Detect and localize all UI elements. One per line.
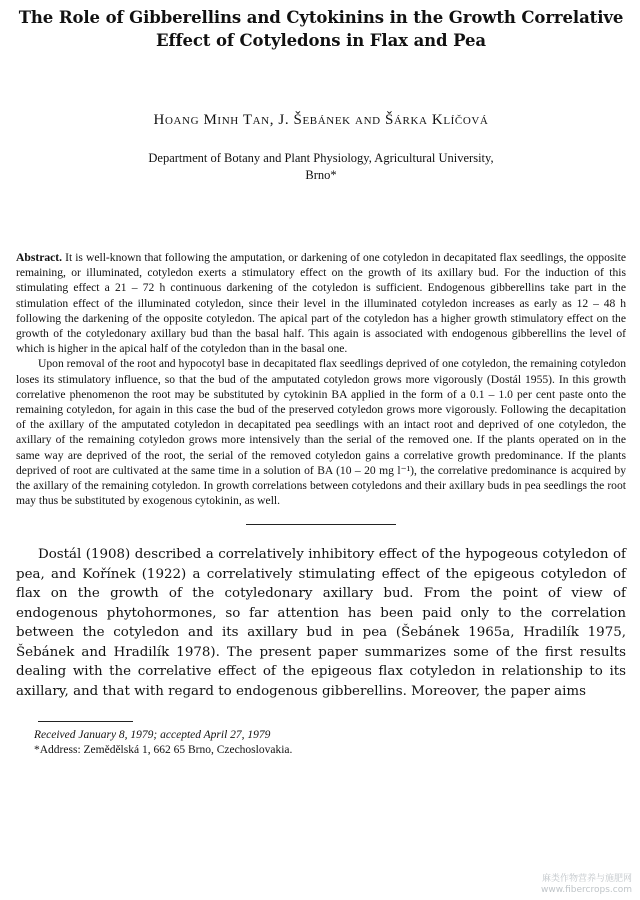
abstract-paragraph-2: Upon removal of the root and hypocotyl base in decapitated flax seedlings deprived of one cotyledon, the remaining cotyledon loses its stimulatory influence, so that the bud of the amputated cotyledon grows more vigorously (Dostál 1955). In this growth correlative phenomenon the root may be substituted by cytokinin BA applied in the form of a 0.1 – 1.0 per cent paste onto the remaining cotyledon, for again in this case the bud of the preserved cotyledon grows more vigorously. Following the decapitation of the axillary of the amputated cotyledon in decapitated pea seedlings with an intact root and deprived of one cotyledon, the axillary of the remaining cotyledon grows more intensively than the serial of the removed one. If the plants operated on in the same way are deprived of the root, the serial of the removed cotyledon gains a correlative growth predominance. If the plants deprived of root are cultivated at the same time in a solution of BA (10 – 20 mg l⁻¹), the correlative predominance is acquired by the axillary of the remaining cotyledon. In growth correlations between cotyledons and their axillary buds in pea seedlings the root may thus be substituted by exogenous cytokinin, as well. bbox=[16, 357, 626, 508]
abstract-paragraph-1 bbox=[16, 250, 626, 356]
author-list: Hoang Minh Tan, J. Šebánek and Šárka Klíčová bbox=[153, 112, 489, 128]
body-paragraph-1: Dostál (1908) described a correlatively inhibitory effect of the hypogeous cotyledon of pea, and Kořínek (1922) a correlatively stimulating effect of the epigeous cotyledon of flax on the growth of the cotyledonary axillary bud. From the point of view of endogenous phytohormones, so far attention has been paid only to the correlation between the cotyledon and its axillary bud in pea (Šebánek 1965a, Hradilík 1975, Šebánek and Hradilík 1978). The present paper summarizes some of the first results dealing with the correlative effect of the epigeous flax cotyledon in relationship to its axillary, and that with regard to endogenous gibberellins. Moreover, the paper aims bbox=[16, 547, 626, 699]
watermark-line-2: www.fibercrops.com bbox=[541, 885, 632, 895]
received-date-note: Received January 8, 1979; accepted April 27, 1979 bbox=[34, 729, 271, 742]
paper-title-line-2: Effect of Cotyledons in Flax and Pea bbox=[155, 31, 486, 50]
affiliation bbox=[16, 150, 626, 184]
abstract bbox=[16, 250, 626, 508]
watermark-line-1: 麻类作物营养与施肥网 bbox=[541, 874, 632, 884]
affiliation-line-1: Department of Botany and Plant Physiology, Agricultural University, bbox=[148, 151, 494, 165]
body-text bbox=[16, 545, 626, 701]
footnote-divider bbox=[38, 721, 133, 722]
paper-title-line-1: The Role of Gibberellins and Cytokinins in the Growth Correlative bbox=[18, 8, 624, 27]
section-divider bbox=[246, 524, 396, 525]
address-note: *Address: Zemědělská 1, 662 65 Brno, Czechoslovakia. bbox=[34, 743, 293, 756]
footnotes bbox=[16, 728, 626, 757]
site-watermark bbox=[541, 874, 632, 896]
abstract-text-1: It is well-known that following the amputation, or darkening of one cotyledon in decapitated flax seedlings, the opposite remaining, or illuminated, cotyledon exerts a stimulatory effect on the growth of its axillary bud. For the induction of this stimulating effect a 21 – 72 h continuous darkening of the cotyledon is sufficient. Endogenous gibberellins take part in the stimulation effect of the illuminated cotyledon, since their level in the illuminated cotyledon increases as early as 12 – 48 h following the darkening of the opposite cotyledon. The apical part of the cotyledon has a higher growth stimulatory effect on the growth of the cotyledonary axillary bud than the basal half. This again is associated with endogenous gibberellins the level of which is higher in the apical half of the cotyledon than in the basal one. bbox=[16, 251, 626, 356]
abstract-heading: Abstract. bbox=[16, 251, 63, 264]
paper-title bbox=[16, 0, 626, 52]
affiliation-line-2: Brno* bbox=[305, 168, 337, 182]
